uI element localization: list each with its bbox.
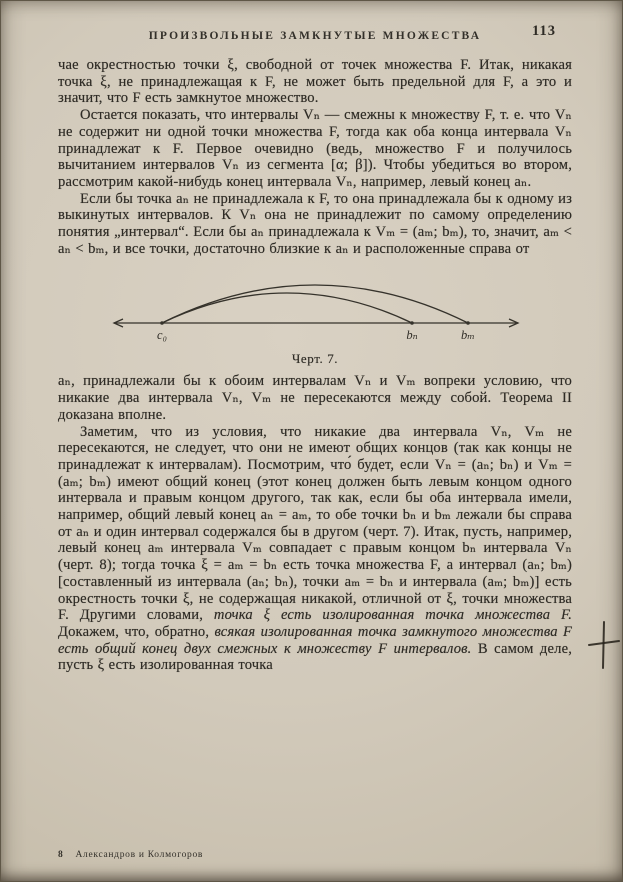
signature-authors: Александров и Колмогоров [75,850,204,860]
figure-caption: Черт. 7. [291,351,339,367]
handwritten-cross-icon [588,618,620,672]
point-right [466,322,470,326]
point-left [160,322,164,326]
paragraph-text: чае окрестностью точки ξ, свободной от точек множества F. Итак, никакая точка ξ, не принадлежащая к F, не может быть предельной для F, а это и значит, что F есть замкнутое множество. [58,57,572,107]
figure-chert-7 [58,269,572,367]
signature-number: 8 [58,850,64,860]
paragraph [58,57,572,107]
printers-signature [58,850,203,860]
label-mid-endpoint: bₙ [406,328,418,343]
text-block [58,57,572,674]
outer-interval-arc [162,285,468,323]
paragraph-text: Докажем, что, обратно, [58,623,215,640]
paragraphs-bottom [58,373,572,674]
inner-interval-arc [162,293,412,323]
paragraph-text: Заметим, что из условия, что никакие два интервала Vₙ, Vₘ не пересекаются, не следует, что они не имеют общих концов (так как концы не принадлежат к интервалам). Посмотрим, что́ будет, если Vₙ = (aₙ; bₙ) и Vₘ = (aₘ; bₘ) имеют общий конец (этот конец должен быть левым концом одного интервала и правым концом другого, так как, если бы оба интервала имели, например, общий левый конец aₙ = aₘ, то обе точки bₙ и bₘ лежали бы справа от aₙ и один интервал содержался бы в другом (черт. 7). Итак, пусть, например, левый конец aₘ интервала Vₘ совпадает с правым концом bₙ интервала Vₙ (черт. 8); тогда точка ξ = aₘ = bₙ есть точка множества F, а интервал (aₙ; bₘ) [составленный из интервала (aₙ; bₙ), точки aₘ = bₙ и интервала (aₘ; bₘ)] есть окрестность точки ξ, не содержащая никакой, отличной от ξ, точки множества F. Другими словами, [58,423,572,624]
label-right-endpoint: bₘ [461,328,475,343]
paragraph-text-italic: точка ξ есть изолированная точка множества F. [213,607,572,624]
paragraph-text: aₙ, принадлежали бы к обоим интервалам Vₙ и Vₘ вопреки условию, что никакие два интервала Vₙ, Vₘ не пересекаются между собой. Теорема II доказана вполне. [58,373,572,423]
page-header [58,23,572,44]
paragraph-text-italic: всякая изолированная точка замкнутого множества F есть общий конец двух смежных к множеству F интервалов. [58,623,573,657]
paragraph-text: Если бы точка aₙ не принадлежала к F, то она принадлежала бы к одному из выкинутых интервалов. К Vₙ она не принадлежит по самому определению понятия „интервал“. Если бы aₙ принадлежала к Vₘ = (aₘ; bₘ), то, значит, aₘ < aₙ < bₘ, и все точки, достаточно близкие к aₙ и расположенные справа от [58,190,572,257]
running-title: ПРОИЗВОЛЬНЫЕ ЗАМКНУТЫЕ МНОЖЕСТВА [148,30,482,42]
paragraphs-top [58,57,572,257]
page-number: 113 [532,23,556,39]
paragraph [58,191,572,258]
point-mid [410,322,414,326]
paragraph [58,107,572,191]
paragraph [58,373,572,423]
paragraph [58,424,572,675]
figure-drawing [110,269,530,345]
paragraph-text: В самом деле, пусть ξ есть изолированная точка [58,640,572,674]
label-left-endpoint: c₀ [157,328,167,343]
paragraph-text: Остается показать, что интервалы Vₙ — смежны к множеству F, т. е. что Vₙ не содержит ни одной точки множества F, тогда как оба конца интервала Vₙ принадлежат к F. Первое очевидно (ведь, множество F и получилось вычитанием интервалов Vₙ из сегмента [α; β]). Чтобы убедиться во втором, рассмотрим какой-нибудь конец интервала Vₙ, например, левый конец aₙ. [58,107,572,190]
